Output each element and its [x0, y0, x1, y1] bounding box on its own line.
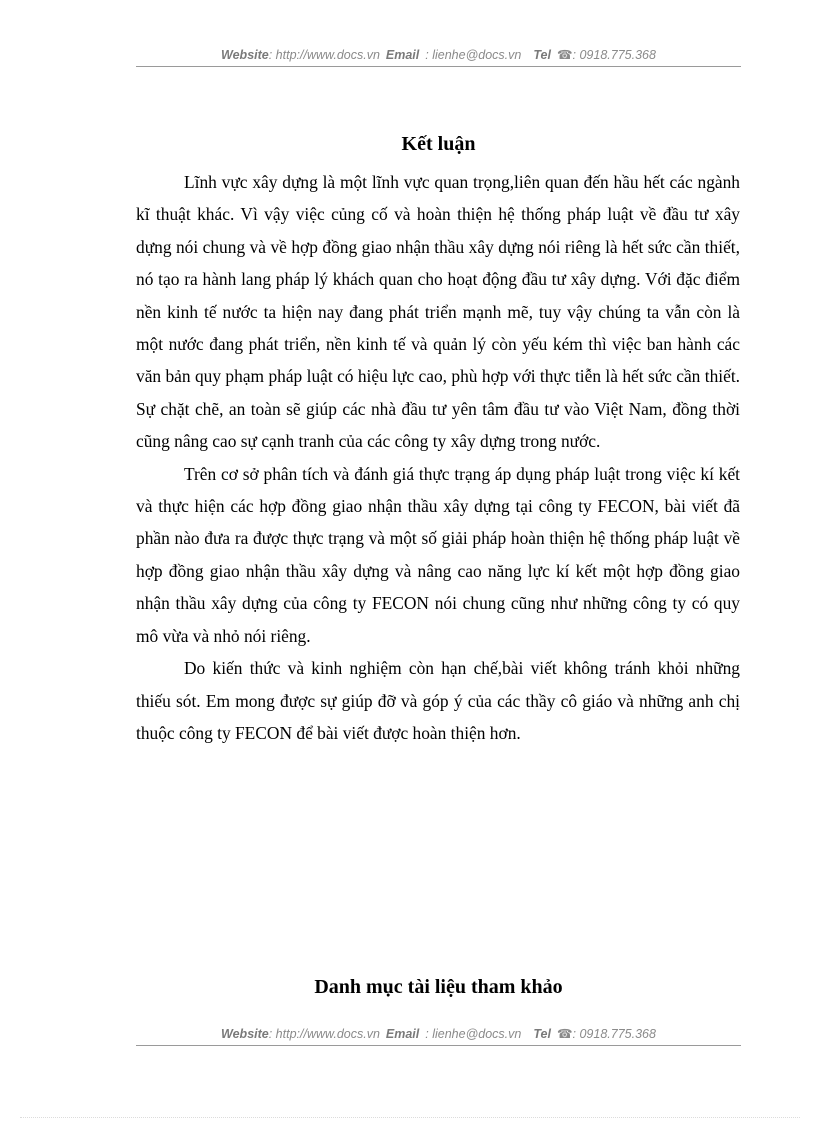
paragraph: Lĩnh vực xây dựng là một lĩnh vực quan trọng,liên quan đến hầu hết các ngành kĩ thuật khác. Vì vậy việc củng cố và hoàn thiện hệ thống pháp luật về đầu tư xây dựng nói chung và về hợp đồng giao nhận thầu xây dựng nói riêng là hết sức cần thiết, nó tạo ra hành lang pháp lý khách quan cho hoạt động đầu tư xây dựng. Với đặc điểm nền kinh tế nước ta hiện nay đang phát triển mạnh mẽ, tuy vậy chúng ta vẫn còn là một nước đang phát triển, nền kinh tế và quản lý còn yếu kém thì việc ban hành các văn bản quy phạm pháp luật có hiệu lực cao, phù hợp với thực tiễn là hết sức cần thiết. Sự chặt chẽ, an toàn sẽ giúp các nhà đầu tư yên tâm đầu tư vào Việt Nam, đồng thời cũng nâng cao sự cạnh tranh của các công ty xây dựng trong nước. [136, 172, 740, 452]
paragraph: Trên cơ sở phân tích và đánh giá thực trạng áp dụng pháp luật trong việc kí kết và thực hiện các hợp đồng giao nhận thầu xây dựng tại công ty FECON, bài viết đã phần nào đưa ra được thực trạng và một số giải pháp hoàn thiện hệ thống pháp luật về hợp đồng giao nhận thầu xây dựng và nâng cao năng lực kí kết một hợp đồng giao nhận thầu xây dựng của công ty FECON nói chung cũng như những công ty có quy mô vừa và nhỏ nói riêng. [136, 463, 740, 646]
page-edge-divider [20, 1117, 800, 1118]
paragraph: Do kiến thức và kinh nghiệm còn hạn chế,bài viết không tránh khỏi những thiếu sót. Em mong được sự giúp đỡ và góp ý của các thầy cô giáo và những anh chị thuộc công ty FECON để bài viết được hoàn thiện hơn. [136, 658, 740, 743]
footer-email-label: Email [385, 1027, 420, 1041]
header-email-label: Email [385, 48, 420, 62]
footer-website-label: Website [221, 1027, 269, 1041]
header-email-value: : lienhe@docs.vn [425, 48, 522, 62]
references-heading: Danh mục tài liệu tham khảo [314, 976, 563, 998]
header-website-label: Website [221, 48, 269, 62]
footer-website-value: : http://www.docs.vn [268, 1027, 380, 1041]
header-website-value: : http://www.docs.vn [268, 48, 380, 62]
footer-tel-value: : 0918.775.368 [572, 1027, 656, 1041]
document-body [136, 166, 740, 749]
footer-tel-label: Tel [533, 1027, 551, 1041]
header-tel-value: : 0918.775.368 [572, 48, 656, 62]
footer-email-value: : lienhe@docs.vn [425, 1027, 522, 1041]
page-title: Kết luận [401, 133, 476, 155]
header-tel-label: Tel [533, 48, 551, 62]
page-header [136, 47, 741, 67]
phone-icon: ☎ [556, 48, 573, 62]
phone-icon: ☎ [556, 1027, 573, 1041]
page-footer [136, 1026, 741, 1046]
